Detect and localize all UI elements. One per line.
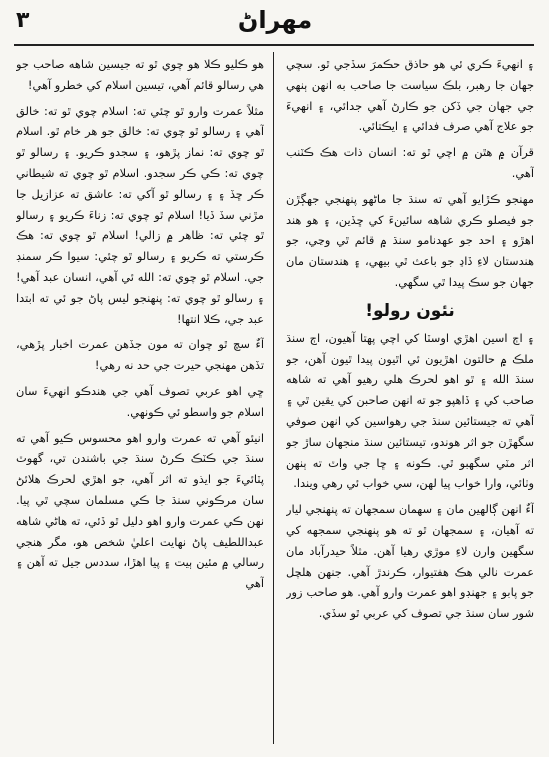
quote-paragraph: آءٌ سچ ٿو چوان ته مون جڏهن عمرت اخبار پڙهي، تڏهن مهنجي حيرت جي حد نه رهي! <box>16 337 264 373</box>
paragraph: قرآن ۾ هٿن ۾ اچي ٿو ته: انسان ذات هڪ ڪٽنب آهي. <box>286 145 534 180</box>
paragraph: هو ڪليو ڪلا هو چوي ٿو ته جيسين شاهه صاحب جو هي رسالو قائم آهي، تيسين اسلام کي خطرو آهي! <box>16 57 264 92</box>
left-column <box>16 54 264 746</box>
paragraph: مثلاً عمرت وارو ٿو چئي ته: اسلام چوي ٿو ته: خالق آهي ۽ رسالو ٿو چوي ته: خالق جو هر خام ٿو. اسلام ٿو چوي ته: نماز پڙهو، ۽ سجدو ڪريو. ۽ رسالو ٿو چوي ته: ڪي ڪر سجدو. اسلام ٿو چوي ته شيطاني ڪر ڇڏ ۽ ۽ رسالو ٿو آکي ته: عاشق ته عزازيل جا مڙني سڏ ڏيا! اسلام ٿو چوي ته: زناءَ ڪريو ۽ رسالو ٿو چئي ته: ظاهر ۾ زالي! اسلام ٿو چوي ته: هڪ ڪرستي ته ڪريو ۽ رسالو ٿو چئي: سيوا ڪر سمنڊ جي. اسلام ٿو چوي ته: الله ئي آهي، انسان عبد آهي! ۽ رسالو ٿو چوي ته: پنهنجو ليس پاڻ جو ئي ته ابتدا عبد جي، ڪلا انتها! <box>16 103 264 326</box>
page-number: ٣ <box>16 8 30 33</box>
section-heading: نئون رولو! <box>365 300 455 321</box>
right-column <box>286 54 534 746</box>
paragraph: ۽ اڄ اسين اهڙي اوسٽا کي اچي پهتا آهيون، اڄ سنڌ ملڪ ۾ حالتون اهڙيون ئي اٿيون پيدا ٿيون آهن، جو سنڌ الله ۽ ٿو اهو لحرڪ هلي رهيو آهي ته شاهه صاحب کي ۽ ڏاهپو جو ته انهن صاحبن کي يقين ٿي ۽ آهي ته جيستائين سنڌ جي رهواسين کي انهن صوفي سگهڙن جو اثر هوندو، تيستائين سنڌ منجهان ساڙ جو اثر مٽي سگهبو ٿي. ڪونه ۽ ڇا جي واٽ ته ٻنهن وٺائي، وارا خواب پيا لهن، سي خواب ئي رهي ويندا. <box>286 330 534 491</box>
page-header <box>0 0 549 46</box>
paragraph: انيئو آهي ته عمرت وارو اهو محسوس ڪيو آهي ته سنڌ جي ڪٽڪ ڪرڻ سنڌ جي باشندن تي، گهوٽ پٽائيءَ جو ايذو ته اثر آهي، جو اهڙي لحرڪ هلائڻ سان مرڪوني سنڌ جا ڪي مسلمان سچي ٿي پيا. نهن ڪي عمرت وارو اهو دليل ٿو ڏئي، ته هاڻي شاهه عبداللطيف پاڻ نهايت اعليٰ شخص هو، مگر هنجي رسالي ۾ مئين ٻيت ۽ پيا اهڙا، سددس جيل ته آهن ۽ آهي <box>16 430 264 591</box>
paragraph: ۽ انهيءَ ڪري ئي هو حاذق حڪمرَ سڏجي ٿو. سچي جهان جا رهبر، بلڪ سياست جا صاحب به انهن ٻنهي جي جهان جي ڏکن جو ڪارڻ آهي جدائي، ۽ انهيءَ جو علاج آهي صرف فدائي ۽ ايڪتائي. <box>286 57 534 134</box>
running-title: مهراڻ <box>237 6 313 34</box>
column-divider <box>273 52 274 744</box>
paragraph: ڇي اهو عربي تصوف آهي جي هندڪو انهيءَ سان اسلام جو واسطو ئي ڪونهي. <box>16 383 264 419</box>
paragraph: آءٌ انهن ڳالهين مان ۽ سهمان سمجهان ته پنهنجي ليار ته آهيان، ۽ سمجهان ٿو ته هو پنهنجي سمجهه کي سگهين وارن لاءِ موڙي رهيا آهن. مثلاً حيدرآباد مان عمرت نالي هڪ هفتيوار، ڪرندڙ آهي. جنهن هلچل جو پابو ۽ جهنڊو اهو عمرت وارو آهي. هو صاحب زور شور سان سنڌ جي تصوف کي عربي ٿو سڏي. <box>286 502 534 621</box>
header-rule <box>14 44 534 46</box>
paragraph: مهنجو ڪڙايو آهي ته سنڌ جا ماڻهو پنهنجي جهڳڙن جو فيصلو ڪري شاهه سائينءَ کي ڇڏين، ۽ هو هند اهڙو ۽ احد جو عهدنامو سنڌ ۾ قائم ٿي وڃي، جو هندستان لاءِ ڏاڍ جو باعث ٿي بيهي، ۽ هندستان مان جهان جو سڪ پيدا ٿي سگهي. <box>286 191 534 289</box>
